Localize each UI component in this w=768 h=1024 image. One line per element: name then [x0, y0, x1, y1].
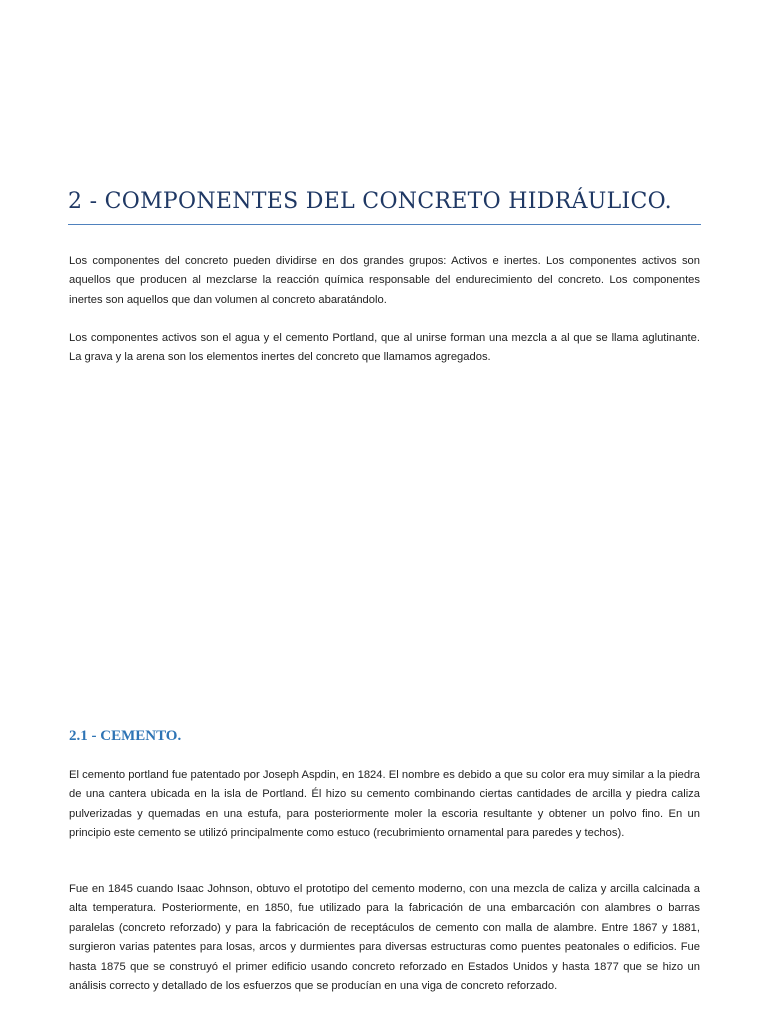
paragraph-cemento-moderno: Fue en 1845 cuando Isaac Johnson, obtuvo el prototipo del cemento moderno, con una mezcla de caliza y arcilla calcinada a alta temperatura. Posteriormente, en 1850, fue utilizado para la fabricación de una embarcación con alambres o barras paralelas (concreto reforzado) y para la fabricación de receptáculos de cemento con malla de alambre. Entre 1867 y 1881, surgieron varias patentes para losas, arcos y durmientes para diversas estructuras como puentes peatonales o edificios. Fue hasta 1875 que se construyó el primer edificio usando concreto reforzado en Estados Unidos y hasta 1877 que se hizo un análisis correcto y detallado de los esfuerzos que se producían en una viga de concreto reforzado.: [69, 883, 700, 993]
paragraph-componentes-grupos: Los componentes del concreto pueden dividirse en dos grandes grupos: Activos e inertes. Los componentes activos son aquellos que producen al mezclarse la reacción química responsable del endurecimiento del concreto. Los componentes inertes son aquellos que dan volumen al concreto abaratándolo.: [69, 255, 700, 306]
section-heading-componentes: 2 - COMPONENTES DEL CONCRETO HIDRÁULICO.: [68, 189, 672, 214]
paragraph-componentes-activos: Los componentes activos son el agua y el cemento Portland, que al unirse forman una mezcla a al que se llama aglutinante. La grava y la arena son los elementos inertes del concreto que llamamos agregados.: [69, 332, 700, 364]
subsection-heading-cemento: 2.1 - CEMENTO.: [69, 728, 182, 744]
heading-underline-rule: [68, 224, 701, 225]
paragraph-cemento-historia: El cemento portland fue patentado por Joseph Aspdin, en 1824. El nombre es debido a que su color era muy similar a la piedra de una cantera ubicada en la isla de Portland. Él hizo su cemento combinando ciertas cantidades de arcilla y piedra caliza pulverizadas y quemadas en una estufa, para posteriormente moler la escoria resultante y obtener un polvo fino. En un principio este cemento se utilizó principalmente como estuco (recubrimiento ornamental para paredes y techos).: [69, 769, 700, 840]
